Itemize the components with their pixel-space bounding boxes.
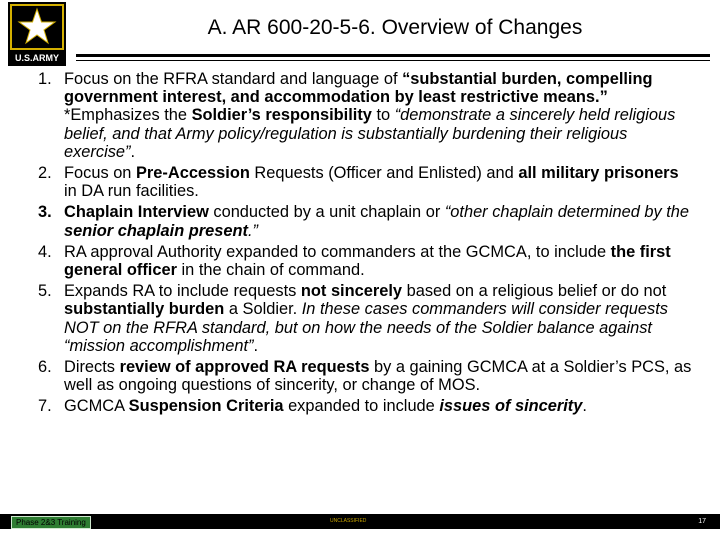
- item-text-run: substantially burden: [64, 300, 225, 319]
- list-item: [38, 282, 694, 355]
- item-text-run: not sincerely: [300, 282, 403, 301]
- item-text: [64, 397, 587, 415]
- item-text-run: senior chaplain present: [64, 221, 248, 240]
- item-text-run: .”: [248, 221, 259, 240]
- army-logo: [8, 2, 66, 66]
- page-number: 17: [698, 518, 706, 525]
- title-divider-thin: [76, 60, 710, 61]
- item-text: [64, 70, 675, 161]
- item-text-run: Expands RA to include requests: [64, 282, 301, 301]
- item-text-run: Requests (Officer and Enlisted) and: [249, 164, 519, 183]
- item-number: 6.: [38, 358, 52, 377]
- phase-badge: Phase 2&3 Training: [11, 516, 91, 529]
- item-text-run: to: [371, 106, 395, 125]
- item-text: [64, 282, 668, 355]
- item-text-run: expanded to include: [283, 397, 440, 416]
- list-item: [38, 243, 694, 279]
- item-number: 1.: [38, 70, 52, 88]
- army-star-logo-icon: [8, 2, 66, 66]
- item-text-run: Directs: [64, 358, 120, 377]
- item-number: 7.: [38, 397, 52, 416]
- item-number: 3.: [38, 203, 52, 222]
- item-number: 5.: [38, 282, 52, 301]
- changes-list: [38, 70, 694, 419]
- item-text-run: GCMCA: [64, 397, 129, 416]
- item-text-run: conducted by a unit chaplain or: [208, 203, 445, 222]
- item-text-run: Pre-Accession: [135, 164, 250, 183]
- item-text-run: in the chain of command.: [176, 261, 365, 280]
- item-text-run: “demonstrate a sincerely held religious belief, and that Army policy/regulation is substantially burdening their religious exercise”: [64, 106, 676, 161]
- item-number: 4.: [38, 242, 52, 261]
- item-text-run: by a gaining GCMCA at a Soldier’s PCS, as well as ongoing questions of sincerity, or change of MOS.: [64, 358, 692, 395]
- item-text-run: issues of sincerity: [439, 397, 583, 416]
- item-text-run: Focus on the RFRA standard and language of: [64, 70, 403, 88]
- item-text-run: .: [582, 397, 587, 416]
- item-number: 2.: [38, 164, 52, 183]
- item-text-run: Suspension Criteria: [128, 397, 284, 416]
- item-text-run: the first general officer: [64, 242, 671, 280]
- title-divider-thick: [76, 54, 710, 57]
- logo-text: U.S.ARMY: [14, 53, 60, 63]
- item-text-run: “other chaplain determined by the: [444, 203, 690, 222]
- item-text-run: .: [130, 142, 136, 161]
- item-text-run: In these cases commanders will consider requests NOT on the RFRA standard, but on how the needs of the Soldier balance against “mission accomplishment”: [64, 300, 668, 355]
- item-text-run: *Emphasizes the: [64, 106, 192, 125]
- item-text-run: RA approval Authority expanded to commanders at the GCMCA, to include: [64, 242, 611, 261]
- classification-label: UNCLASSIFIED: [330, 518, 367, 524]
- list-item: [38, 164, 694, 200]
- item-text-run: in DA run facilities.: [64, 182, 199, 201]
- item-text-run: Focus on: [64, 164, 136, 183]
- item-text-run: a Soldier.: [224, 300, 302, 319]
- item-text-run: .: [253, 336, 259, 355]
- item-text: [64, 203, 689, 239]
- item-text-run: Chaplain Interview: [64, 203, 209, 222]
- page-title: A. AR 600-20-5-6. Overview of Changes: [207, 16, 583, 39]
- list-item: [38, 397, 694, 415]
- item-text: [64, 243, 671, 279]
- item-text-run: Soldier’s responsibility: [191, 106, 372, 125]
- item-text-run: all military prisoners: [518, 164, 679, 183]
- list-item: [38, 70, 694, 161]
- item-text-run: “substantial burden, compelling government interest, and accommodation by least restrictive means.”: [64, 70, 653, 107]
- item-text: [64, 358, 691, 394]
- list-item: [38, 358, 694, 394]
- item-text-run: review of approved RA requests: [119, 358, 370, 377]
- list-item: [38, 203, 694, 239]
- item-text: [64, 164, 679, 200]
- item-text-run: based on a religious belief or do not: [402, 282, 667, 301]
